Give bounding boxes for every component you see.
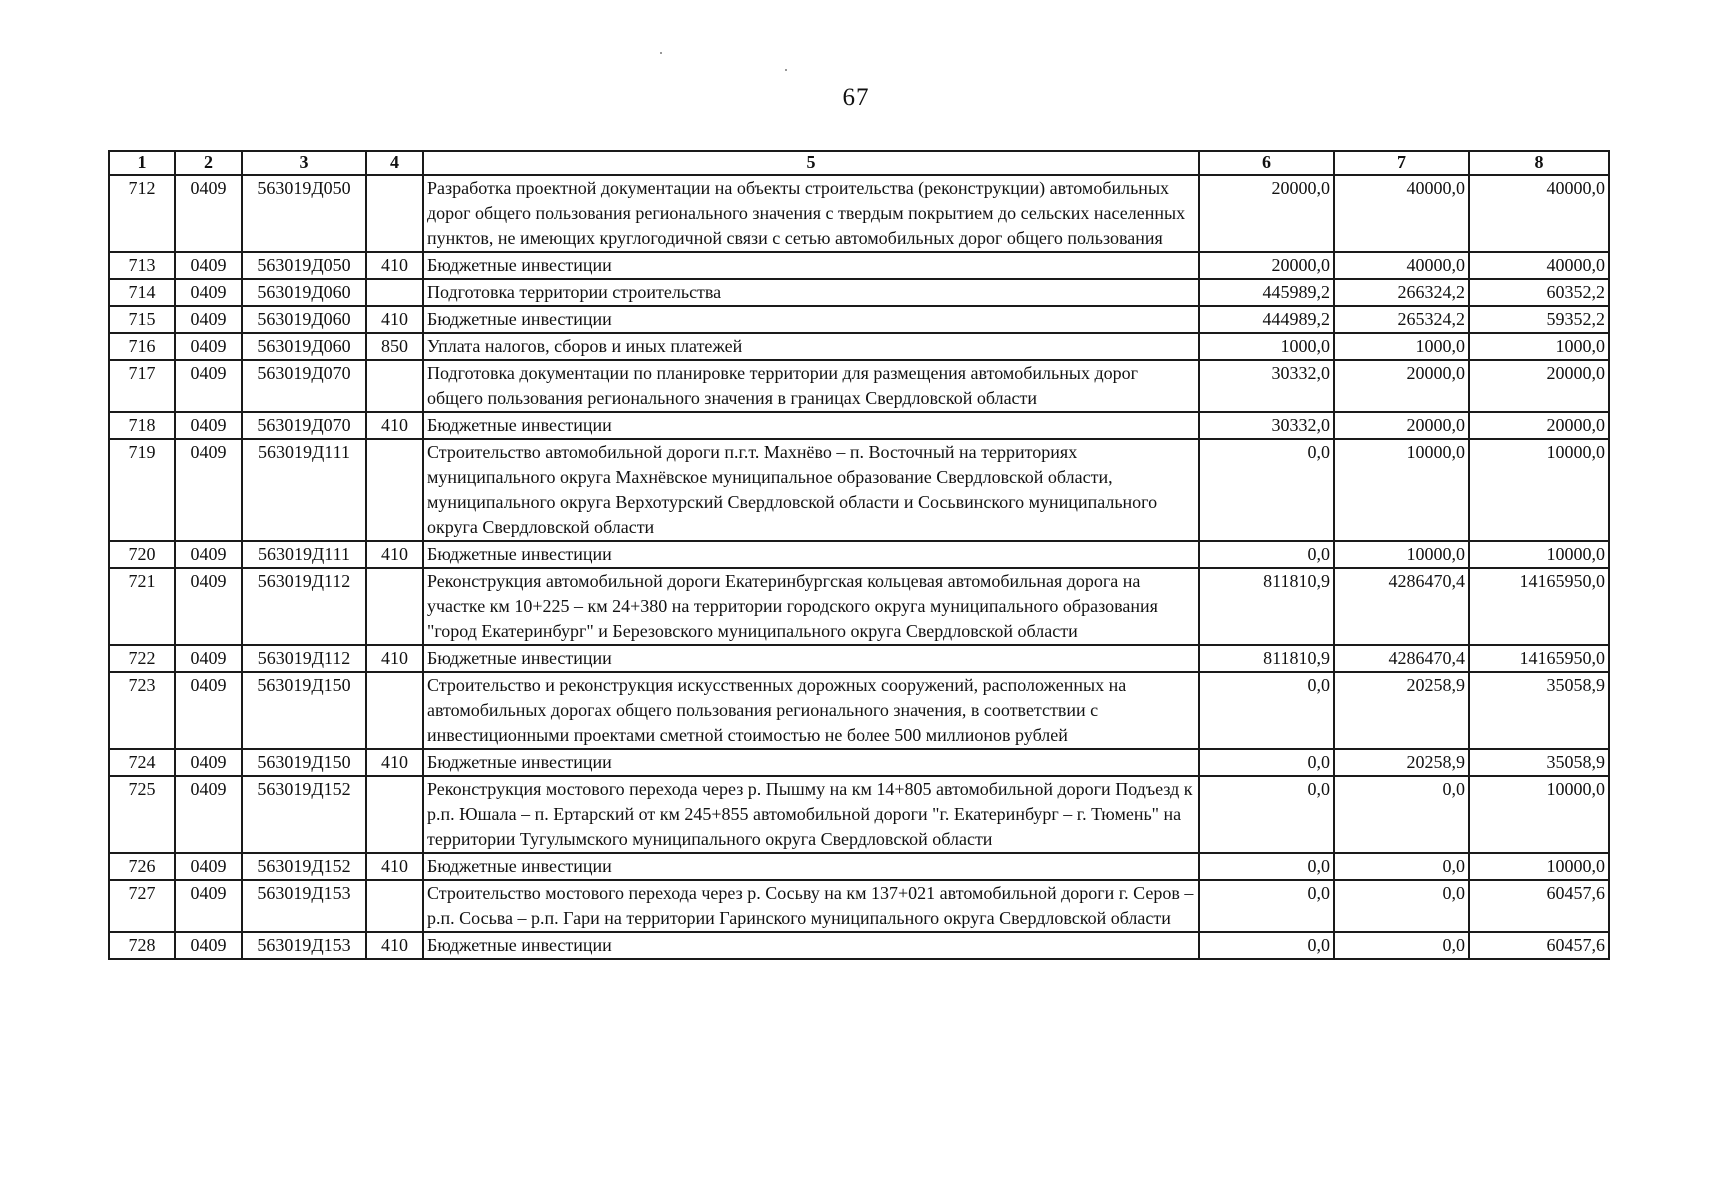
section-code: 0409 (175, 853, 242, 880)
amount-column-7: 0,0 (1334, 880, 1469, 932)
table-row (109, 568, 1609, 645)
target-article-code: 563019Д060 (242, 333, 366, 360)
item-description: Бюджетные инвестиции (423, 645, 1199, 672)
item-description: Подготовка территории строительства (423, 279, 1199, 306)
section-code: 0409 (175, 333, 242, 360)
section-code: 0409 (175, 360, 242, 412)
expense-type-code (366, 360, 423, 412)
amount-column-6: 444989,2 (1199, 306, 1334, 333)
table-row (109, 880, 1609, 932)
table-row (109, 175, 1609, 252)
amount-column-8: 14165950,0 (1469, 568, 1609, 645)
section-code: 0409 (175, 749, 242, 776)
row-number: 716 (109, 333, 175, 360)
amount-column-7: 266324,2 (1334, 279, 1469, 306)
table-row (109, 645, 1609, 672)
target-article-code: 563019Д111 (242, 541, 366, 568)
amount-column-8: 1000,0 (1469, 333, 1609, 360)
item-description: Реконструкция мостового перехода через р. Пышму на км 14+805 автомобильной дороги Подъезд к р.п. Юшала – п. Ертарский от км 245+855 автомобильной дороги "г. Екатеринбург – г. Тюмень" на территории Тугулымского муниципального округа Свердловской области (423, 776, 1199, 853)
table-row (109, 541, 1609, 568)
item-description: Бюджетные инвестиции (423, 853, 1199, 880)
amount-column-6: 0,0 (1199, 932, 1334, 959)
expense-type-code (366, 672, 423, 749)
row-number: 721 (109, 568, 175, 645)
amount-column-8: 35058,9 (1469, 749, 1609, 776)
row-number: 723 (109, 672, 175, 749)
amount-column-7: 20000,0 (1334, 412, 1469, 439)
table-row (109, 776, 1609, 853)
amount-column-6: 0,0 (1199, 880, 1334, 932)
amount-column-7: 4286470,4 (1334, 645, 1469, 672)
amount-column-7: 20258,9 (1334, 672, 1469, 749)
amount-column-7: 40000,0 (1334, 252, 1469, 279)
target-article-code: 563019Д152 (242, 853, 366, 880)
target-article-code: 563019Д060 (242, 279, 366, 306)
row-number: 718 (109, 412, 175, 439)
amount-column-6: 445989,2 (1199, 279, 1334, 306)
row-number: 719 (109, 439, 175, 541)
column-header-7: 7 (1334, 151, 1469, 175)
target-article-code: 563019Д060 (242, 306, 366, 333)
row-number: 714 (109, 279, 175, 306)
amount-column-6: 1000,0 (1199, 333, 1334, 360)
section-code: 0409 (175, 306, 242, 333)
amount-column-7: 4286470,4 (1334, 568, 1469, 645)
target-article-code: 563019Д070 (242, 360, 366, 412)
amount-column-8: 10000,0 (1469, 776, 1609, 853)
header-row (109, 151, 1609, 175)
item-description: Строительство автомобильной дороги п.г.т. Махнёво – п. Восточный на территориях муниципального округа Махнёвское муниципальное образование Свердловской области, муниципального округа Верхотурский Свердловской области и Сосьвинского муниципального округа Свердловской области (423, 439, 1199, 541)
row-number: 727 (109, 880, 175, 932)
amount-column-7: 265324,2 (1334, 306, 1469, 333)
target-article-code: 563019Д050 (242, 175, 366, 252)
amount-column-7: 0,0 (1334, 776, 1469, 853)
row-number: 712 (109, 175, 175, 252)
amount-column-8: 59352,2 (1469, 306, 1609, 333)
amount-column-7: 20000,0 (1334, 360, 1469, 412)
table-row (109, 672, 1609, 749)
section-code: 0409 (175, 279, 242, 306)
target-article-code: 563019Д153 (242, 932, 366, 959)
column-header-3: 3 (242, 151, 366, 175)
section-code: 0409 (175, 672, 242, 749)
target-article-code: 563019Д050 (242, 252, 366, 279)
table-row (109, 252, 1609, 279)
item-description: Бюджетные инвестиции (423, 412, 1199, 439)
expense-type-code: 410 (366, 412, 423, 439)
expense-type-code (366, 568, 423, 645)
expense-type-code: 410 (366, 541, 423, 568)
amount-column-8: 14165950,0 (1469, 645, 1609, 672)
item-description: Бюджетные инвестиции (423, 541, 1199, 568)
column-header-8: 8 (1469, 151, 1609, 175)
amount-column-8: 10000,0 (1469, 439, 1609, 541)
table-body (109, 175, 1609, 959)
item-description: Разработка проектной документации на объекты строительства (реконструкции) автомобильных дорог общего пользования регионального значения с твердым покрытием до сельских населенных пунктов, не имеющих круглогодичной связи с сетью автомобильных дорог общего пользования (423, 175, 1199, 252)
page-number: 67 (842, 84, 870, 111)
section-code: 0409 (175, 412, 242, 439)
amount-column-8: 20000,0 (1469, 360, 1609, 412)
budget-table (108, 150, 1610, 960)
item-description: Уплата налогов, сборов и иных платежей (423, 333, 1199, 360)
row-number: 724 (109, 749, 175, 776)
amount-column-8: 35058,9 (1469, 672, 1609, 749)
item-description: Подготовка документации по планировке территории для размещения автомобильных дорог общего пользования регионального значения в границах Свердловской области (423, 360, 1199, 412)
expense-type-code (366, 175, 423, 252)
row-number: 726 (109, 853, 175, 880)
table-row (109, 306, 1609, 333)
amount-column-7: 40000,0 (1334, 175, 1469, 252)
expense-type-code (366, 776, 423, 853)
table-row (109, 853, 1609, 880)
table-row (109, 932, 1609, 959)
table-row (109, 333, 1609, 360)
row-number: 713 (109, 252, 175, 279)
expense-type-code (366, 439, 423, 541)
target-article-code: 563019Д112 (242, 568, 366, 645)
expense-type-code: 410 (366, 306, 423, 333)
section-code: 0409 (175, 175, 242, 252)
column-header-1: 1 (109, 151, 175, 175)
amount-column-7: 0,0 (1334, 932, 1469, 959)
amount-column-6: 811810,9 (1199, 645, 1334, 672)
row-number: 725 (109, 776, 175, 853)
item-description: Строительство мостового перехода через р. Сосьву на км 137+021 автомобильной дороги г. Серов – р.п. Сосьва – р.п. Гари на территории Гаринского муниципального округа Свердловской области (423, 880, 1199, 932)
expense-type-code: 410 (366, 252, 423, 279)
amount-column-8: 60352,2 (1469, 279, 1609, 306)
target-article-code: 563019Д153 (242, 880, 366, 932)
amount-column-7: 10000,0 (1334, 439, 1469, 541)
column-header-2: 2 (175, 151, 242, 175)
target-article-code: 563019Д070 (242, 412, 366, 439)
amount-column-7: 0,0 (1334, 853, 1469, 880)
item-description: Бюджетные инвестиции (423, 252, 1199, 279)
target-article-code: 563019Д150 (242, 749, 366, 776)
row-number: 717 (109, 360, 175, 412)
amount-column-6: 30332,0 (1199, 412, 1334, 439)
expense-type-code: 410 (366, 853, 423, 880)
section-code: 0409 (175, 880, 242, 932)
section-code: 0409 (175, 932, 242, 959)
row-number: 720 (109, 541, 175, 568)
row-number: 715 (109, 306, 175, 333)
section-code: 0409 (175, 645, 242, 672)
amount-column-6: 0,0 (1199, 853, 1334, 880)
amount-column-7: 10000,0 (1334, 541, 1469, 568)
table-row (109, 360, 1609, 412)
item-description: Бюджетные инвестиции (423, 749, 1199, 776)
table-header (109, 151, 1609, 175)
amount-column-8: 40000,0 (1469, 252, 1609, 279)
amount-column-6: 0,0 (1199, 776, 1334, 853)
amount-column-7: 1000,0 (1334, 333, 1469, 360)
row-number: 728 (109, 932, 175, 959)
amount-column-8: 20000,0 (1469, 412, 1609, 439)
amount-column-6: 811810,9 (1199, 568, 1334, 645)
amount-column-7: 20258,9 (1334, 749, 1469, 776)
section-code: 0409 (175, 252, 242, 279)
expense-type-code (366, 279, 423, 306)
amount-column-6: 0,0 (1199, 439, 1334, 541)
item-description: Бюджетные инвестиции (423, 306, 1199, 333)
row-number: 722 (109, 645, 175, 672)
expense-type-code: 410 (366, 645, 423, 672)
column-header-5: 5 (423, 151, 1199, 175)
amount-column-8: 60457,6 (1469, 880, 1609, 932)
amount-column-6: 30332,0 (1199, 360, 1334, 412)
target-article-code: 563019Д150 (242, 672, 366, 749)
item-description: Бюджетные инвестиции (423, 932, 1199, 959)
target-article-code: 563019Д111 (242, 439, 366, 541)
section-code: 0409 (175, 776, 242, 853)
amount-column-6: 20000,0 (1199, 252, 1334, 279)
scan-speck (785, 69, 787, 71)
section-code: 0409 (175, 568, 242, 645)
section-code: 0409 (175, 541, 242, 568)
expense-type-code: 850 (366, 333, 423, 360)
amount-column-8: 10000,0 (1469, 541, 1609, 568)
target-article-code: 563019Д112 (242, 645, 366, 672)
table-row (109, 279, 1609, 306)
table-row (109, 749, 1609, 776)
expense-type-code: 410 (366, 749, 423, 776)
target-article-code: 563019Д152 (242, 776, 366, 853)
scan-speck (660, 52, 662, 54)
expense-type-code (366, 880, 423, 932)
table-row (109, 439, 1609, 541)
amount-column-6: 0,0 (1199, 672, 1334, 749)
amount-column-8: 10000,0 (1469, 853, 1609, 880)
table-row (109, 412, 1609, 439)
amount-column-6: 20000,0 (1199, 175, 1334, 252)
column-header-6: 6 (1199, 151, 1334, 175)
amount-column-8: 40000,0 (1469, 175, 1609, 252)
amount-column-8: 60457,6 (1469, 932, 1609, 959)
item-description: Реконструкция автомобильной дороги Екатеринбургская кольцевая автомобильная дорога на участке км 10+225 – км 24+380 на территории городского округа муниципального образования "город Екатеринбург" и Березовского муниципального округа Свердловской области (423, 568, 1199, 645)
amount-column-6: 0,0 (1199, 749, 1334, 776)
amount-column-6: 0,0 (1199, 541, 1334, 568)
column-header-4: 4 (366, 151, 423, 175)
item-description: Строительство и реконструкция искусственных дорожных сооружений, расположенных на автомобильных дорогах общего пользования регионального значения, в соответствии с инвестиционными проектами сметной стоимостью не более 500 миллионов рублей (423, 672, 1199, 749)
section-code: 0409 (175, 439, 242, 541)
expense-type-code: 410 (366, 932, 423, 959)
